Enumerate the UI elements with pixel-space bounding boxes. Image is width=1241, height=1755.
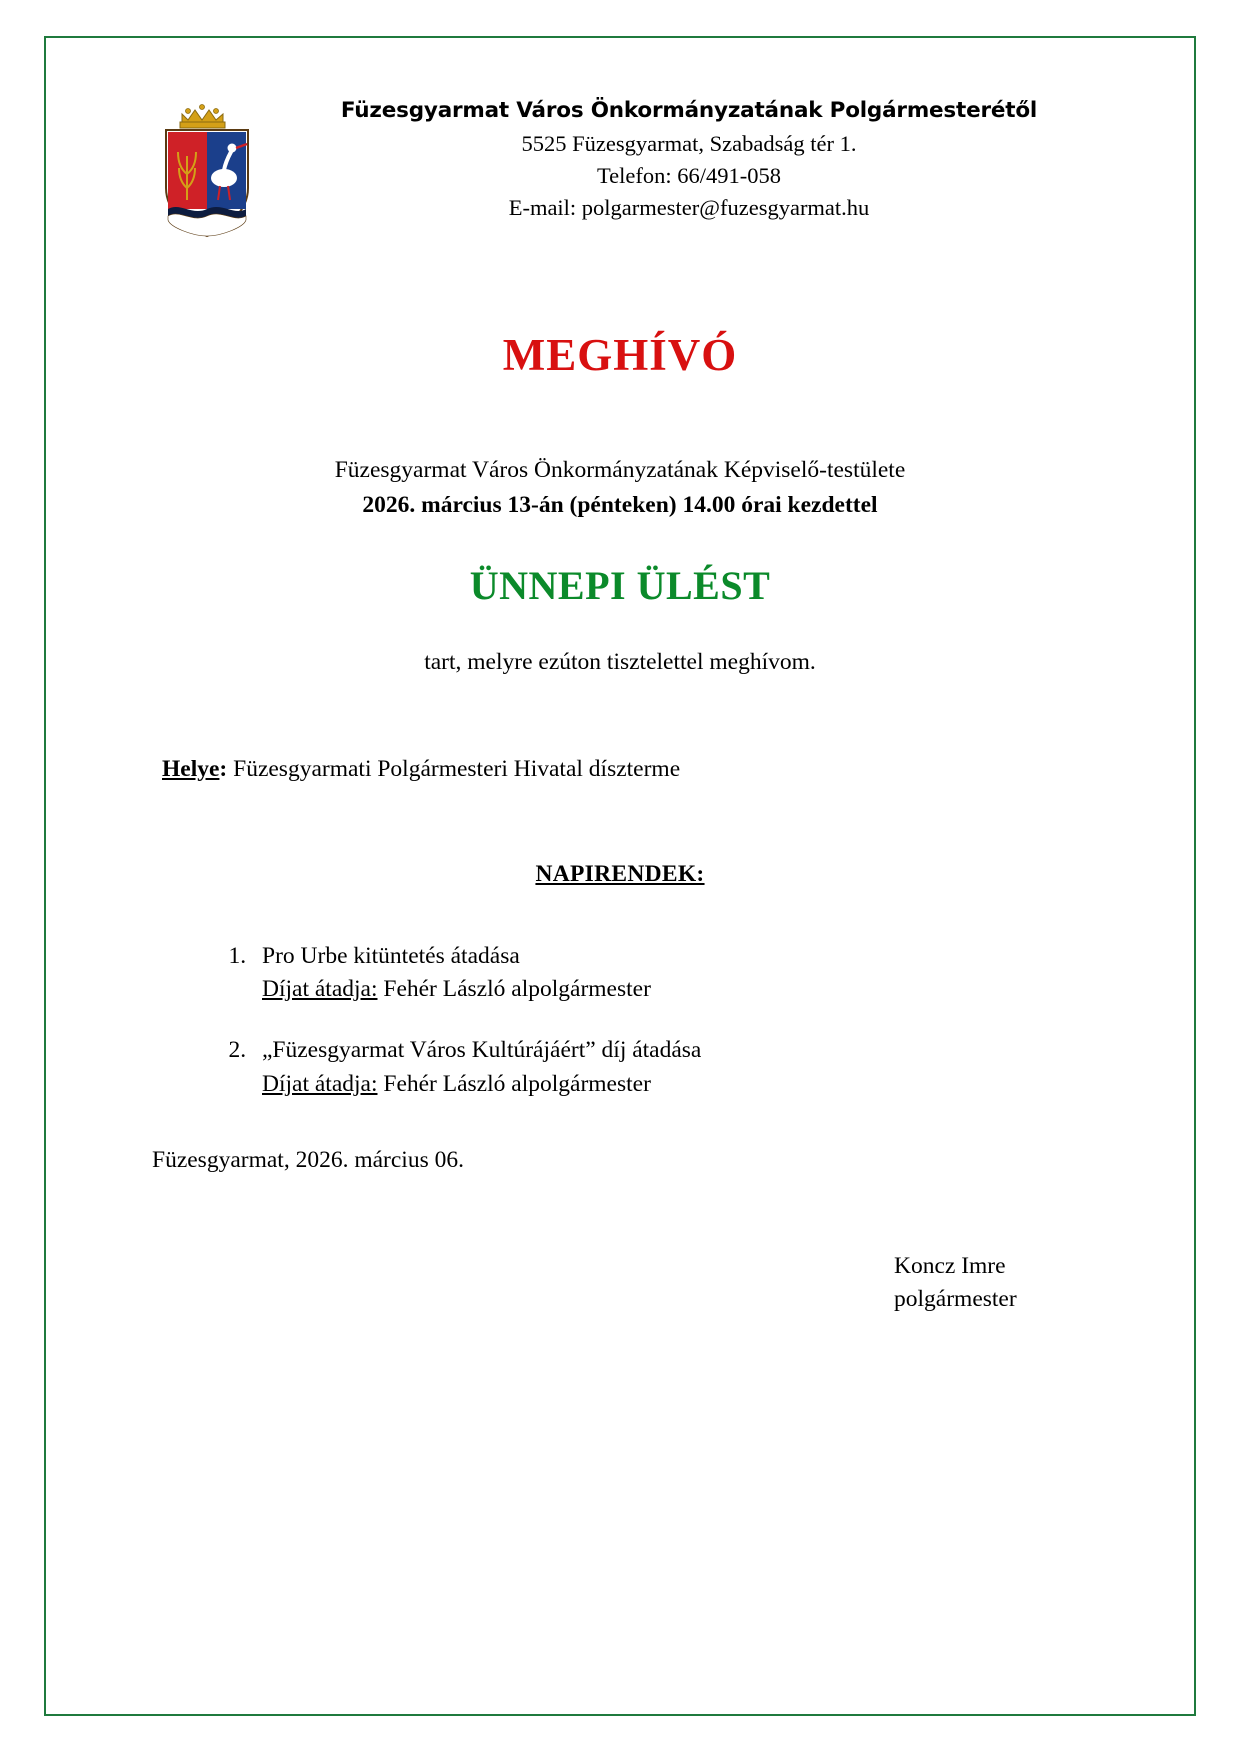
phone-line: Telefon: 66/491-058 <box>596 162 781 188</box>
intro-line-1: Füzesgyarmat Város Önkormányzatának Képviselő-testülete <box>334 457 906 483</box>
agenda-list <box>104 940 1136 1101</box>
email-line: E-mail: polgarmester@fuzesgyarmat.hu <box>508 194 870 220</box>
agenda-item-sub <box>262 1068 1136 1101</box>
place-label: Helye <box>162 755 220 782</box>
list-item <box>252 940 1136 1007</box>
place-and-date: Füzesgyarmat, 2026. március 06. <box>152 1146 464 1173</box>
address-line: 5525 Füzesgyarmat, Szabadság tér 1. <box>521 131 857 156</box>
agenda-item-sub-label: Díjat átadja: <box>262 975 378 1002</box>
invitation-sentence: tart, melyre ezúton tisztelettel meghívom. <box>424 648 816 675</box>
organization-line: Füzesgyarmat Város Önkormányzatának Polgármesterétől <box>340 98 1038 123</box>
place-line <box>162 756 1136 783</box>
agenda-item-sub-value: Fehér László alpolgármester <box>383 1070 651 1097</box>
signer-role: polgármester <box>894 1285 1017 1312</box>
agenda-item-main: 2. „Füzesgyarmat Város Kultúrájáért” díj átadása <box>262 1037 702 1064</box>
letterhead-text <box>242 98 1136 224</box>
agenda-item-main: 1. Pro Urbe kitüntetés átadása <box>262 942 520 969</box>
signer-name: Koncz Imre <box>894 1252 1006 1279</box>
agenda-item-sub-value: Fehér László alpolgármester <box>383 975 651 1002</box>
intro-block <box>104 453 1136 524</box>
agenda-heading: NAPIRENDEK: <box>535 860 705 887</box>
agenda-item-sub-label: Díjat átadja: <box>262 1070 378 1097</box>
session-type-title: ÜNNEPI ÜLÉST <box>469 562 771 608</box>
document-title: MEGHÍVÓ <box>502 330 738 380</box>
document-page <box>44 36 1196 1716</box>
agenda-item-sub <box>262 973 1136 1006</box>
signature-block <box>104 1250 1136 1316</box>
list-item <box>252 1034 1136 1101</box>
place-value: Füzesgyarmati Polgármesteri Hivatal díszterme <box>233 755 681 782</box>
intro-line-2: 2026. március 13-án (pénteken) 14.00 órai kezdettel <box>362 492 878 519</box>
letterhead <box>104 86 1136 251</box>
place-colon: : <box>219 755 228 782</box>
